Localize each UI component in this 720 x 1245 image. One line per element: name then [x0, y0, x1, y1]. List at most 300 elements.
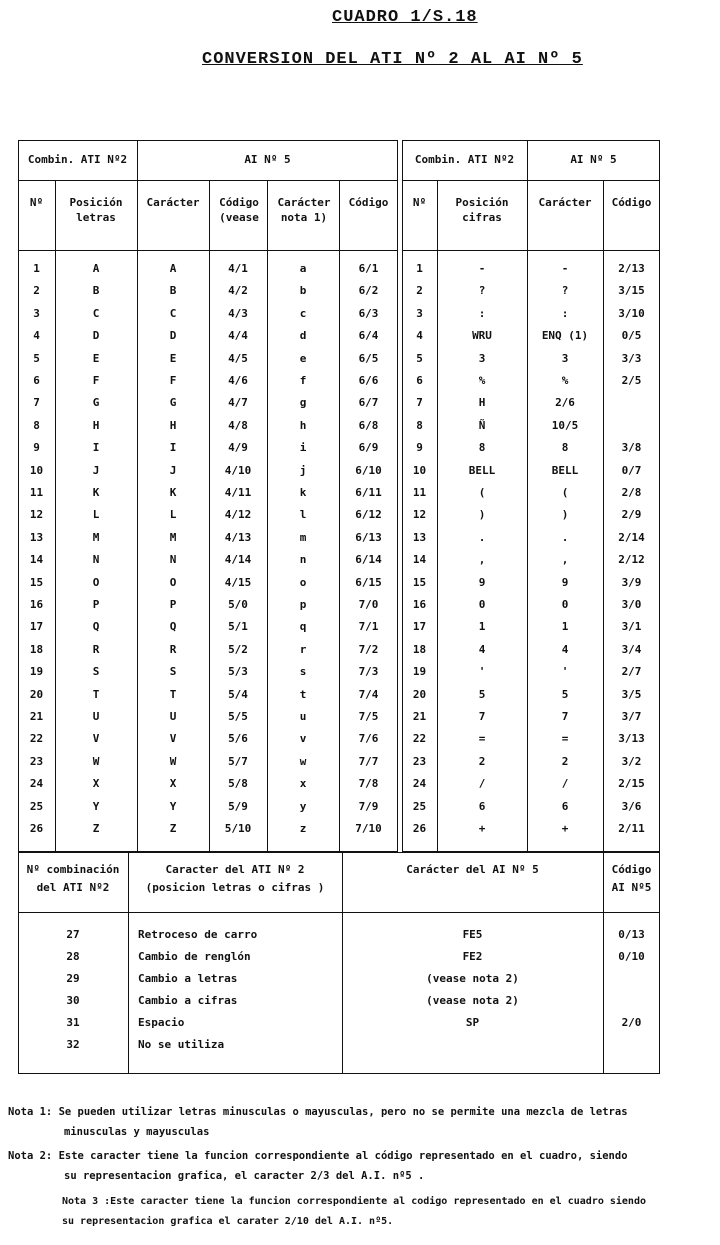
note-3-line-2: su representacion grafica el carater 2/10 del A.I. nº5.	[62, 1216, 394, 1227]
cell-caracter: V	[169, 732, 177, 746]
cell-caracter: H	[169, 418, 177, 432]
cell-posicion-cifra: 7	[478, 710, 486, 723]
cell-posicion-letra: X	[92, 777, 100, 791]
cell-posicion-cifra: ,	[478, 553, 486, 567]
table-row	[0, 460, 720, 482]
cell-n-right: 16	[412, 598, 427, 611]
cell-posicion-cifra: 9	[478, 575, 486, 589]
lower-col1-header-l2: del ATI Nº2	[36, 881, 110, 894]
cell-codigo: 4/9	[228, 441, 248, 455]
cell-caracter: F	[169, 374, 177, 387]
cell-n-right: 9	[416, 441, 423, 455]
cell-caracter: X	[169, 777, 177, 791]
cell-caracter-min: l	[299, 508, 307, 522]
cell-codigo: 5/3	[228, 665, 248, 679]
lower-col2-header-l2: (posicion letras o cifras )	[145, 881, 325, 894]
cell-n: 18	[29, 642, 44, 656]
cell-n: 22	[29, 732, 44, 746]
cell-posicion-cifra: 3	[478, 351, 486, 365]
cell-caracter-ai: SP	[465, 1016, 480, 1029]
table-row	[0, 684, 720, 706]
cell-codigo: 4/13	[224, 530, 252, 544]
cell-codigo: 4/8	[228, 418, 248, 432]
cell-codigo-right: 3/3	[621, 351, 642, 365]
cell-caracter-right: .	[561, 530, 569, 544]
cell-caracter: W	[169, 754, 177, 768]
lower-col4-header-l2: AI Nº5	[611, 881, 652, 894]
cell-n-right: 21	[412, 710, 427, 723]
cell-n: 8	[33, 418, 40, 432]
cell-caracter: B	[169, 284, 177, 298]
cell-codigo: 4/7	[228, 396, 248, 410]
cell-codigo-min: 7/8	[358, 777, 379, 791]
cell-posicion-letra: D	[92, 329, 100, 343]
cell-codigo-min: 7/5	[358, 710, 379, 723]
cell-caracter: L	[169, 508, 177, 522]
cell-caracter-min: q	[299, 620, 307, 634]
cell-posicion-letra: Z	[92, 822, 100, 835]
cell-codigo: 5/9	[228, 799, 248, 813]
divider	[18, 180, 398, 181]
cell-n-right: 11	[412, 486, 427, 499]
cell-codigo: 4/10	[224, 463, 252, 477]
cell-caracter-ai: FE2	[462, 950, 483, 963]
cell-caracter: D	[169, 329, 177, 343]
cell-codigo-min: 7/3	[358, 665, 379, 679]
ai5-group-header-right: AI Nº 5	[570, 153, 617, 166]
cell-n-right: 1	[416, 262, 423, 275]
cell-caracter-min: z	[299, 822, 307, 835]
cell-codigo-right: 3/1	[621, 620, 642, 634]
cell-caracter-min: x	[299, 777, 307, 791]
cell-posicion-cifra: Ñ	[478, 418, 486, 432]
cell-posicion-cifra: (	[478, 486, 486, 499]
cell-posicion-cifra: '	[478, 665, 486, 679]
cell-codigo-min: 6/8	[358, 418, 379, 432]
cell-caracter-min: h	[299, 418, 307, 432]
subtitle: CONVERSION DEL ATI Nº 2 AL AI Nº 5	[202, 50, 583, 69]
table-row	[0, 661, 720, 683]
cell-codigo-min: 6/13	[355, 530, 382, 544]
cell-n-right: 14	[412, 553, 427, 567]
cell-posicion-cifra: %	[478, 374, 486, 387]
cell-codigo-right: 0/5	[621, 329, 642, 343]
cell-n: 16	[29, 598, 44, 611]
cell-n: 14	[29, 553, 44, 567]
col-header-caracter-nota: Carácter nota 1)	[277, 196, 331, 224]
cell-codigo-right: 2/7	[621, 665, 642, 679]
cell-caracter-right: =	[561, 732, 569, 746]
cell-n-right: 25	[412, 799, 427, 813]
cell-caracter: Q	[169, 620, 177, 634]
cell-caracter: S	[169, 665, 177, 679]
cell-codigo-min: 7/6	[358, 732, 379, 746]
cell-codigo-min: 6/9	[358, 441, 379, 455]
cell-codigo: 4/1	[228, 262, 248, 275]
cell-codigo: 4/2	[228, 284, 248, 298]
cell-caracter-min: o	[299, 575, 307, 589]
cell-codigo: 4/3	[228, 306, 248, 320]
cell-codigo-right: 3/0	[621, 598, 642, 611]
table-row	[0, 773, 720, 795]
cell-n-right: 12	[412, 508, 427, 522]
cell-caracter-min: t	[299, 687, 307, 701]
cell-n-right: 3	[416, 306, 423, 320]
cell-n-right: 2	[416, 284, 423, 298]
cell-caracter-min: e	[299, 351, 307, 365]
cell-posicion-letra: R	[92, 642, 100, 656]
divider	[402, 250, 660, 251]
cell-n: 3	[33, 306, 40, 320]
cell-posicion-cifra: -	[478, 262, 486, 275]
table-row	[0, 258, 720, 280]
cell-posicion-letra: B	[92, 284, 100, 298]
cell-n: 26	[29, 822, 44, 835]
cell-codigo: 5/6	[228, 732, 248, 746]
cell-codigo-min: 6/5	[358, 351, 379, 365]
cell-n-right: 24	[412, 777, 427, 791]
cell-caracter: C	[169, 306, 177, 320]
table-row	[0, 303, 720, 325]
cell-caracter-ati: Cambio a letras	[138, 972, 238, 985]
cell-combinacion-n: 27	[66, 928, 80, 941]
cell-codigo-min: 6/11	[355, 486, 382, 499]
table-row	[0, 639, 720, 661]
cell-caracter-min: r	[299, 642, 307, 656]
cell-caracter-right: ?	[561, 284, 569, 298]
cell-posicion-cifra: ?	[478, 284, 486, 298]
cell-codigo-min: 7/1	[358, 620, 379, 634]
cell-combinacion-n: 28	[66, 950, 80, 963]
note-1-line-1: Nota 1: Se pueden utilizar letras minusculas o mayusculas, pero no se permite una mezcla de letras	[8, 1106, 628, 1118]
cell-codigo-right: 3/5	[621, 687, 642, 701]
table-row	[0, 415, 720, 437]
table-row	[0, 706, 720, 728]
cell-caracter-min: f	[299, 374, 307, 387]
cell-posicion-letra: V	[92, 732, 100, 746]
cell-codigo: 4/5	[228, 351, 248, 365]
cell-n: 15	[29, 575, 44, 589]
cell-codigo-right: 2/13	[618, 262, 645, 275]
table-row	[0, 572, 720, 594]
cell-n-right: 23	[412, 754, 427, 768]
cell-caracter-right: 0	[561, 598, 569, 611]
cell-n-right: 17	[412, 620, 427, 634]
cell-n-right: 4	[416, 329, 423, 343]
cell-codigo: 4/14	[224, 553, 252, 567]
cell-posicion-cifra: .	[478, 530, 486, 544]
col-header-caracter-right: Carácter	[538, 196, 592, 209]
cell-codigo: 4/11	[224, 486, 252, 499]
cell-posicion-cifra: WRU	[472, 329, 492, 343]
cell-posicion-letra: W	[92, 754, 100, 768]
cell-caracter-ati: Cambio a cifras	[138, 994, 238, 1007]
cell-codigo: 5/8	[228, 777, 248, 791]
cell-n-right: 8	[416, 418, 423, 432]
lower-col2-header-l1: Caracter del ATI Nº 2	[165, 863, 305, 876]
cell-posicion-letra: F	[92, 374, 100, 387]
cell-posicion-letra: I	[92, 441, 100, 455]
cell-posicion-letra: H	[92, 418, 100, 432]
cell-codigo-right: 3/6	[621, 799, 642, 813]
cell-caracter-ati: No se utiliza	[138, 1038, 225, 1051]
cell-posicion-cifra: 6	[478, 799, 486, 813]
col-header-n-right: Nº	[412, 196, 427, 209]
cell-n-right: 7	[416, 396, 423, 410]
cell-caracter-min: n	[299, 553, 307, 567]
cell-posicion-letra: M	[92, 530, 100, 544]
divider	[18, 912, 660, 913]
col-header-n: Nº	[29, 196, 44, 209]
cell-n-right: 18	[412, 642, 427, 656]
cell-codigo-right: 3/15	[618, 284, 645, 298]
cell-codigo: 5/1	[228, 620, 248, 634]
cell-posicion-letra: S	[92, 665, 100, 679]
cell-caracter-right: ENQ (1)	[541, 329, 589, 343]
lower-table-row	[0, 1012, 720, 1034]
cell-caracter: R	[169, 642, 177, 656]
table-row	[0, 504, 720, 526]
cell-n: 2	[33, 284, 40, 298]
cell-caracter: E	[169, 351, 177, 365]
cell-caracter-right: 7	[561, 710, 569, 723]
cell-caracter-right: %	[561, 374, 569, 387]
cell-caracter: N	[169, 553, 177, 567]
cell-n-right: 22	[412, 732, 427, 746]
cell-posicion-cifra: H	[478, 396, 486, 410]
cell-n: 23	[29, 754, 44, 768]
cell-n: 4	[33, 329, 40, 343]
ai5-group-header-left: AI Nº 5	[244, 153, 291, 166]
table-row	[0, 348, 720, 370]
cell-codigo-ai: 0/13	[618, 928, 645, 941]
cell-codigo-min: 6/2	[358, 284, 379, 298]
lower-table-row	[0, 1034, 720, 1056]
cell-posicion-cifra: +	[478, 822, 486, 835]
cell-caracter: U	[169, 710, 177, 723]
cell-caracter: I	[169, 441, 177, 455]
cell-caracter-right: :	[561, 306, 569, 320]
cell-caracter: G	[169, 396, 177, 410]
cell-n: 25	[29, 799, 44, 813]
table-row	[0, 482, 720, 504]
cell-codigo-min: 7/9	[358, 799, 379, 813]
cell-posicion-cifra: 4	[478, 642, 486, 656]
cell-codigo: 5/5	[228, 710, 248, 723]
cell-posicion-letra: L	[92, 508, 100, 522]
cell-combinacion-n: 29	[66, 972, 80, 985]
cell-posicion-cifra: 0	[478, 598, 486, 611]
cell-n: 13	[29, 530, 44, 544]
cell-codigo-right: 2/12	[618, 553, 645, 567]
cell-caracter-right: 10/5	[551, 418, 579, 432]
table-row	[0, 728, 720, 750]
cell-caracter-min: c	[299, 306, 307, 320]
cell-caracter-right: 2	[561, 754, 569, 768]
cell-n: 1	[33, 262, 40, 275]
cell-codigo-min: 6/3	[358, 306, 379, 320]
cell-codigo-min: 6/1	[358, 262, 379, 275]
cell-caracter-min: b	[299, 284, 307, 298]
cell-combinacion-n: 30	[66, 994, 80, 1007]
cell-n: 9	[33, 441, 40, 455]
cell-caracter-right: 5	[561, 687, 569, 701]
cell-posicion-letra: P	[92, 598, 100, 611]
cell-caracter-right: 6	[561, 799, 569, 813]
cell-posicion-cifra: =	[478, 732, 486, 746]
cell-caracter: J	[169, 463, 177, 477]
table-row	[0, 796, 720, 818]
cell-caracter-min: s	[299, 665, 307, 679]
cell-caracter-min: k	[299, 486, 307, 499]
cell-codigo-right: 2/5	[621, 374, 642, 387]
cell-caracter: O	[169, 575, 177, 589]
cell-codigo: 5/7	[228, 754, 248, 768]
cell-caracter-min: p	[299, 598, 307, 611]
cell-caracter-min: j	[299, 463, 307, 477]
cell-n-right: 26	[412, 822, 427, 835]
cell-caracter-right: 9	[561, 575, 569, 589]
cell-caracter: P	[169, 598, 177, 611]
cell-n-right: 5	[416, 351, 423, 365]
cell-combinacion-n: 31	[66, 1016, 80, 1029]
cell-codigo-right: 3/10	[618, 306, 645, 320]
cell-codigo-right: 2/8	[621, 486, 642, 499]
title: CUADRO 1/S.18	[332, 8, 478, 27]
table-row	[0, 280, 720, 302]
cell-n: 6	[33, 374, 40, 387]
cell-codigo: 4/12	[224, 508, 252, 522]
cell-n: 10	[29, 463, 44, 477]
cell-n-right: 13	[412, 530, 427, 544]
cell-codigo-right: 2/9	[621, 508, 642, 522]
lower-table-row	[0, 990, 720, 1012]
left-group-header: Combin. ATI Nº2	[27, 153, 128, 166]
cell-codigo-right: 3/7	[621, 710, 642, 723]
col-header-codigo: Código	[348, 196, 389, 209]
cell-codigo-right: 2/15	[618, 777, 645, 791]
cell-posicion-letra: A	[92, 262, 100, 275]
divider	[402, 180, 660, 181]
cell-posicion-letra: Q	[92, 620, 100, 634]
cell-codigo-min: 6/10	[355, 463, 382, 477]
table-row	[0, 818, 720, 840]
divider	[18, 250, 398, 251]
cell-n-right: 15	[412, 575, 427, 589]
cell-codigo-right: 3/9	[621, 575, 642, 589]
cell-codigo-right: 2/11	[618, 822, 645, 835]
cell-posicion-cifra: 5	[478, 687, 486, 701]
cell-caracter-min: i	[299, 441, 307, 455]
cell-n: 12	[29, 508, 44, 522]
cell-posicion-cifra: /	[478, 777, 486, 791]
cell-codigo-min: 7/2	[358, 642, 379, 656]
cell-caracter-min: a	[299, 262, 307, 275]
table-row	[0, 751, 720, 773]
note-2-line-1: Nota 2: Este caracter tiene la funcion correspondiente al código representado en el cuadro, siendo	[8, 1150, 628, 1162]
cell-n: 5	[33, 351, 40, 365]
lower-table-row	[0, 946, 720, 968]
cell-caracter-right: -	[561, 262, 569, 275]
cell-combinacion-n: 32	[66, 1038, 80, 1051]
lower-col3-header: Carácter del AI Nº 5	[406, 863, 539, 876]
cell-n: 20	[29, 687, 44, 701]
cell-n: 11	[29, 486, 44, 499]
cell-codigo-min: 6/12	[355, 508, 382, 522]
cell-codigo-ai: 0/10	[618, 950, 645, 963]
cell-caracter-min: g	[299, 396, 307, 410]
cell-posicion-cifra: BELL	[468, 463, 496, 477]
cell-posicion-cifra: 2	[478, 754, 486, 768]
table-row	[0, 325, 720, 347]
cell-caracter: Z	[169, 822, 177, 835]
cell-codigo-ai: 2/0	[621, 1016, 642, 1029]
cell-caracter: Y	[169, 799, 177, 813]
cell-caracter-right: )	[561, 508, 569, 522]
col-header-posicion-cifras: Posición cifras	[455, 196, 509, 224]
cell-codigo: 4/15	[224, 575, 252, 589]
cell-posicion-letra: T	[92, 687, 100, 701]
cell-codigo-min: 6/15	[355, 575, 382, 589]
col-header-posicion-letras: Posición letras	[69, 196, 123, 224]
cell-codigo-min: 7/7	[358, 754, 379, 768]
cell-caracter-min: w	[299, 754, 307, 768]
cell-caracter-right: +	[561, 822, 569, 835]
cell-codigo-right: 0/7	[621, 463, 642, 477]
cell-codigo: 4/6	[228, 374, 248, 387]
cell-caracter: M	[169, 530, 177, 544]
cell-codigo: 5/2	[228, 642, 248, 656]
cell-caracter-min: d	[299, 329, 307, 343]
cell-caracter-ai: (vease nota 2)	[426, 994, 519, 1007]
cell-codigo-right: 3/8	[621, 441, 642, 455]
cell-codigo-min: 7/0	[358, 598, 379, 611]
col-header-codigo-vease: Código (vease	[219, 196, 259, 224]
cell-n-right: 10	[412, 463, 427, 477]
cell-caracter-min: v	[299, 732, 307, 746]
cell-posicion-letra: C	[92, 306, 100, 320]
cell-caracter-ai: (vease nota 2)	[426, 972, 519, 985]
cell-codigo-min: 6/14	[355, 553, 382, 567]
cell-posicion-letra: O	[92, 575, 100, 589]
lower-table-row	[0, 968, 720, 990]
table-row	[0, 370, 720, 392]
cell-posicion-letra: E	[92, 351, 100, 365]
cell-codigo-min: 6/6	[358, 374, 379, 387]
note-1-line-2: minusculas y mayusculas	[64, 1126, 210, 1138]
cell-caracter-min: y	[299, 799, 307, 813]
cell-caracter-right: ,	[561, 553, 569, 567]
cell-codigo-right: 3/13	[618, 732, 645, 746]
cell-caracter-right: 2/6	[555, 396, 575, 410]
cell-posicion-letra: Y	[92, 799, 100, 813]
cell-caracter-right: 8	[561, 441, 569, 455]
cell-caracter: T	[169, 687, 177, 701]
lower-col1-header-l1: Nº combinación	[26, 863, 120, 876]
cell-codigo-right: 3/2	[621, 754, 642, 768]
cell-caracter-right: 3	[561, 351, 569, 365]
cell-caracter-ati: Cambio de renglón	[138, 950, 251, 963]
col-header-codigo-right: Código	[611, 196, 652, 209]
table-row	[0, 594, 720, 616]
cell-caracter-ati: Espacio	[138, 1016, 185, 1029]
cell-n: 7	[33, 396, 40, 410]
lower-table-row	[0, 924, 720, 946]
cell-codigo: 4/4	[228, 329, 248, 343]
cell-codigo-right: 2/14	[618, 530, 645, 544]
cell-caracter-min: m	[299, 530, 307, 544]
cell-n: 19	[29, 665, 44, 679]
